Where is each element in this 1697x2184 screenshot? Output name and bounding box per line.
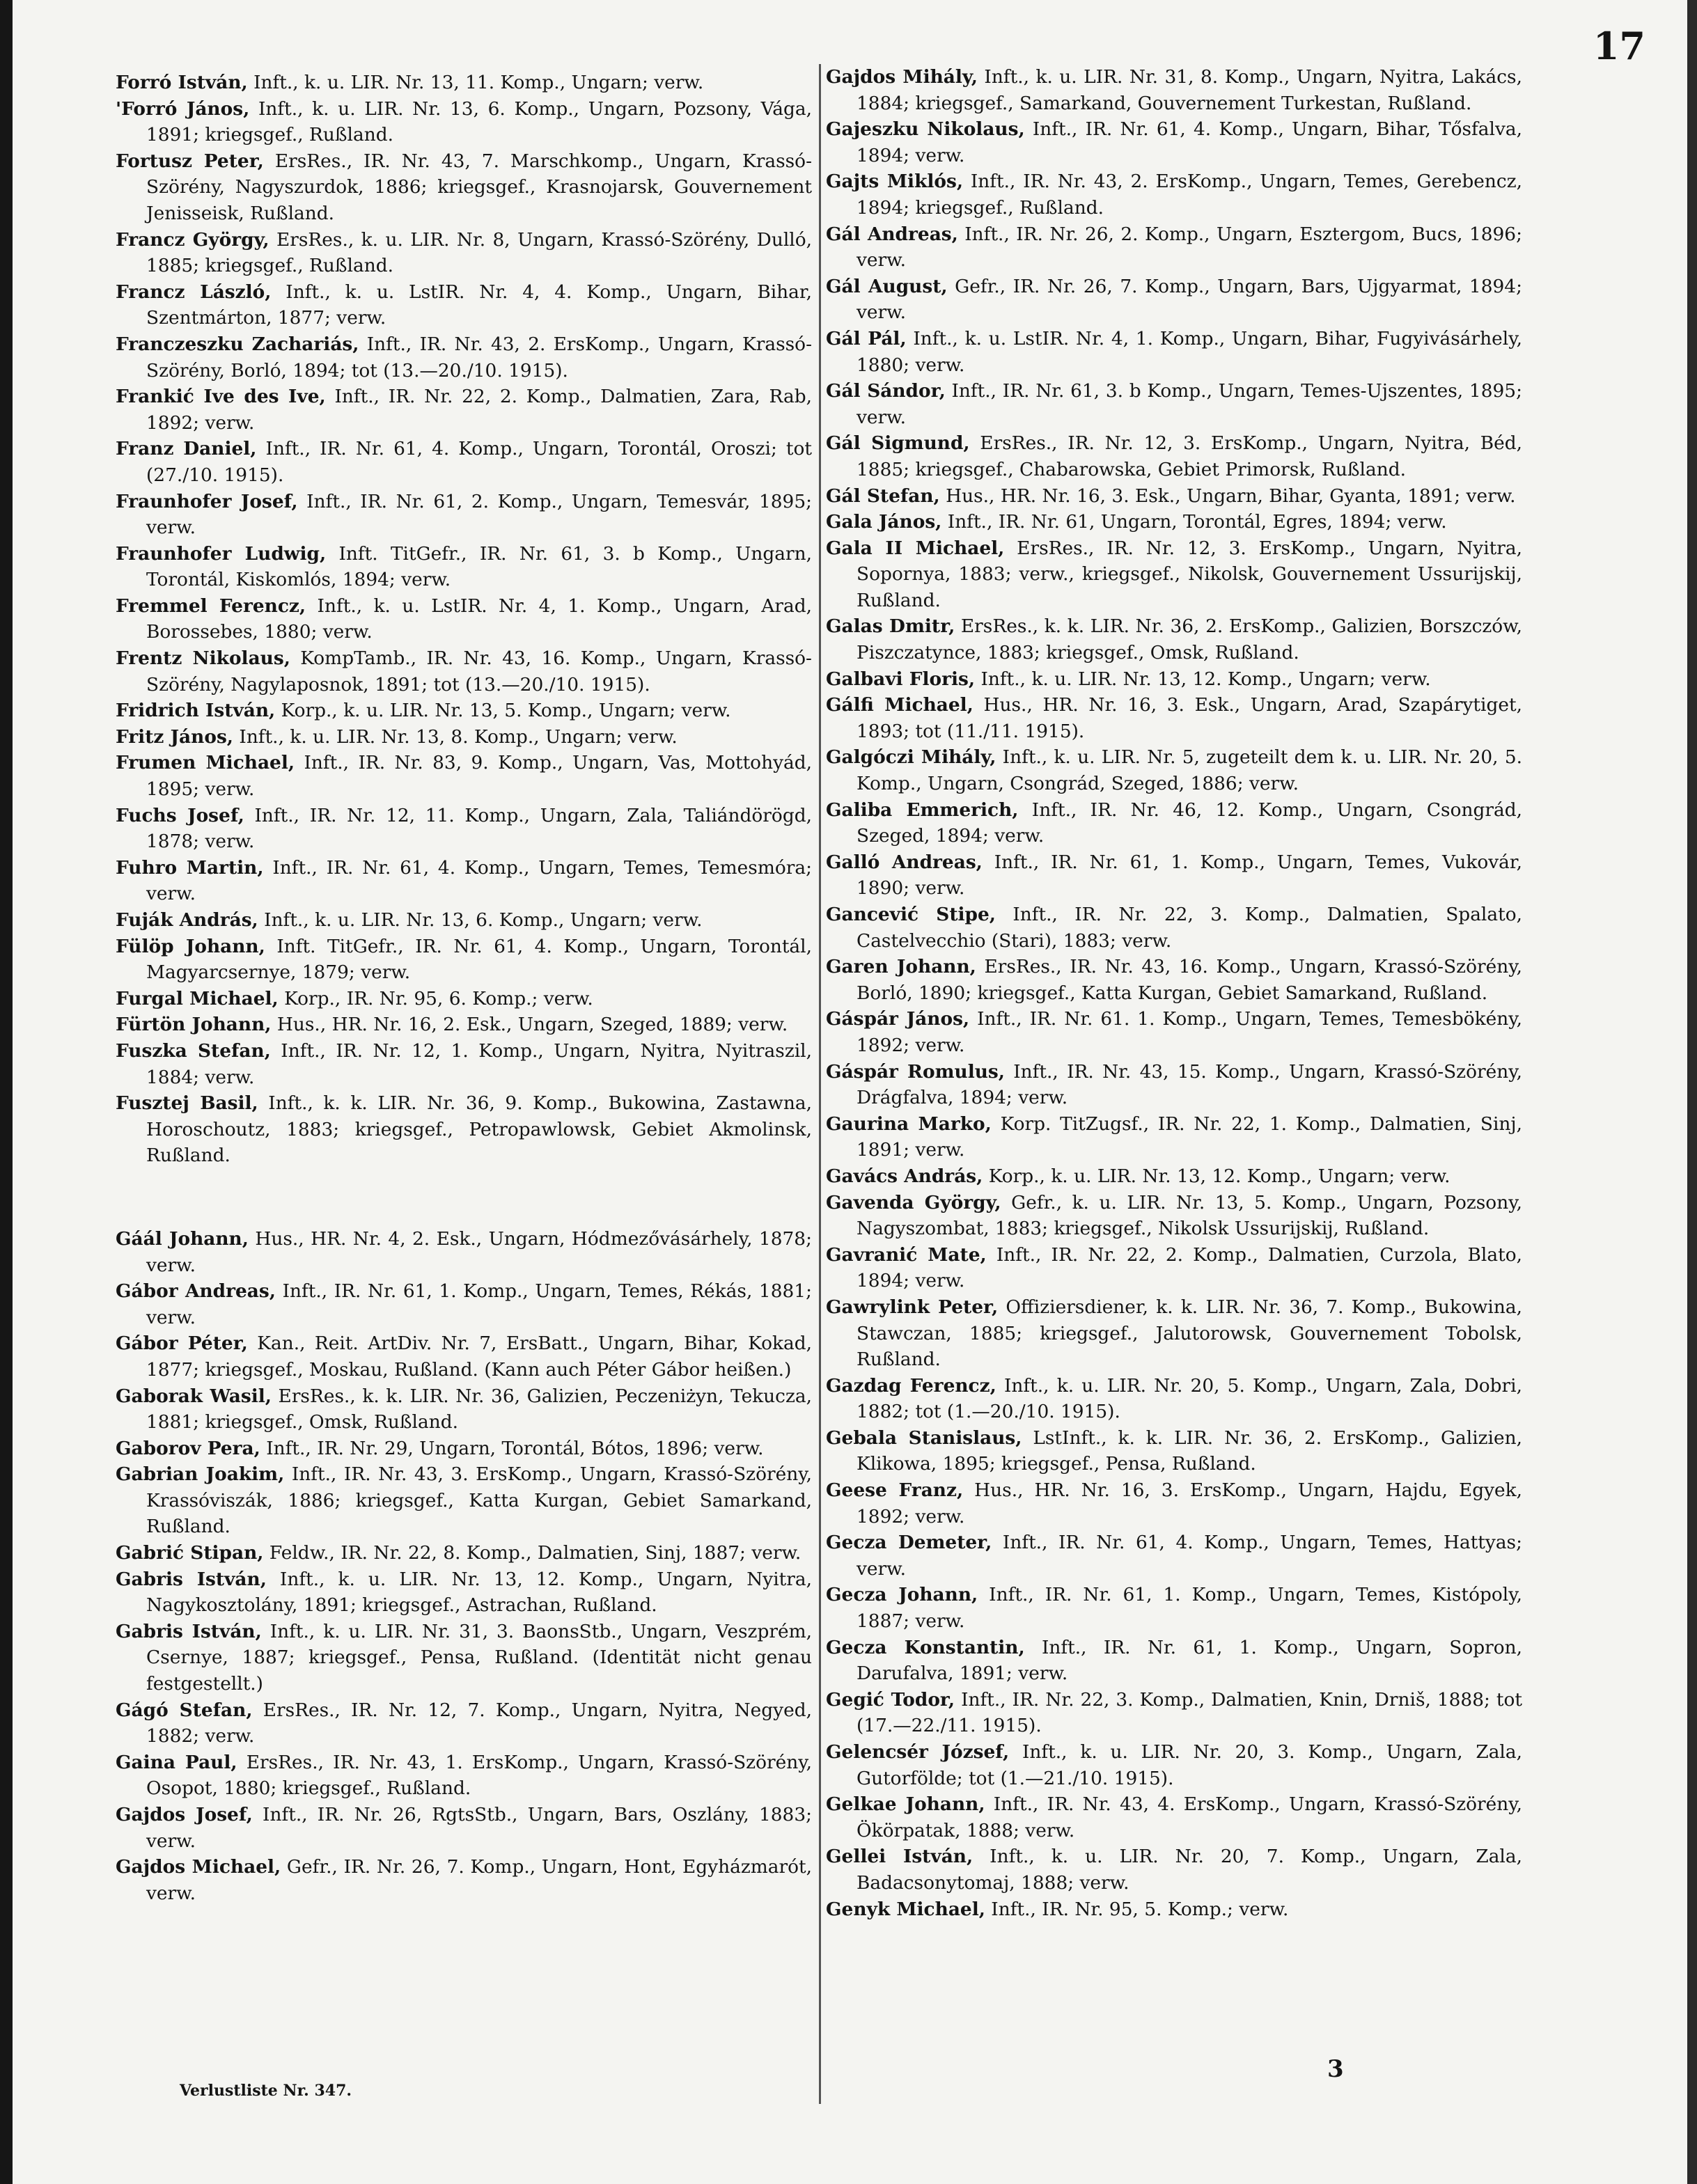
entry-name: Gaina Paul, [116,1751,237,1773]
casualty-entry [826,1425,1522,1477]
entry-name: Fridrich István, [116,700,276,722]
entry-name: Gellei István, [826,1846,973,1868]
entry-name: Geese Franz, [826,1479,964,1502]
entry-name: Gálfi Michael, [826,694,973,716]
entry-details: Feldw., IR. Nr. 22, 8. Komp., Dalmatien, Sinj, 1887; verw. [263,1542,801,1564]
casualty-entry [826,1791,1522,1844]
casualty-entry [116,1566,812,1619]
entry-details: Inft., IR. Nr. 12, 1. Komp., Ungarn, Nyitra, Nyitraszil, 1884; verw. [146,1039,812,1088]
entry-name: Fraunhofer Josef, [116,490,298,512]
entry-details: ErsRes., k. k. LIR. Nr. 36, Galizien, Peczeniżyn, Tekucza, 1881; kriegsgef., Omsk, Rußland. [146,1385,812,1433]
entry-details: Hus., HR. Nr. 4, 2. Esk., Ungarn, Hódmezővásárhely, 1878; verw. [146,1227,812,1276]
entry-name: Gajdos Mihály, [826,66,978,88]
casualty-entry [826,1111,1522,1163]
entry-details: Inft., IR. Nr. 61, 4. Komp., Ungarn, Bihar, Tősfalva, 1894; verw. [857,118,1523,166]
casualty-entry [826,509,1522,535]
entry-name: Gajdos Michael, [116,1856,281,1878]
entry-details: Hus., HR. Nr. 16, 3. Esk., Ungarn, Bihar, Gyanta, 1891; verw. [939,485,1516,507]
entry-name: Gajdos Josef, [116,1804,253,1825]
casualty-entry [826,1373,1522,1425]
entry-name: Gecza Konstantin, [826,1636,1025,1658]
casualty-entry [826,849,1522,902]
entry-details: Hus., HR. Nr. 16, 2. Esk., Ungarn, Szeged, 1889; verw. [271,1014,788,1036]
entry-details: Inft., k. u. LIR. Nr. 31, 3. BaonsStb., Ungarn, Veszprém, Csernye, 1887; kriegsgef., Pensa, Rußland. (Identität nicht genau festgestellt.) [146,1620,812,1695]
entry-details: Inft., k. u. LstIR. Nr. 4, 4. Komp., Ungarn, Bihar, Szentmárton, 1877; verw. [146,281,812,329]
entry-name: Gaurina Marko, [826,1113,992,1135]
entry-details: Kan., Reit. ArtDiv. Nr. 7, ErsBatt., Ungarn, Bihar, Kokad, 1877; kriegsgef., Moskau, Rußland. (Kann auch Péter Gábor heißen.) [146,1333,812,1381]
casualty-entry [826,1477,1522,1530]
casualty-entry [116,384,812,436]
entry-details: Hus., HR. Nr. 16, 3. Esk., Ungarn, Arad, Szapárytiget, 1893; tot (11./11. 1915). [857,694,1522,742]
entry-name: Gecza Demeter, [826,1532,992,1554]
entry-name: Gelencsér József, [826,1741,1010,1763]
casualty-entry [826,1294,1522,1373]
entry-name: Gavranić Mate, [826,1243,987,1266]
casualty-entry [116,1383,812,1436]
entry-details: ErsRes., IR. Nr. 12, 7. Komp., Ungarn, Nyitra, Negyed, 1882; verw. [146,1699,812,1747]
entry-details: Gefr., IR. Nr. 26, 7. Komp., Ungarn, Hont, Egyházmarót, verw. [146,1856,812,1904]
entry-details: Inft., k. u. LIR. Nr. 20, 5. Komp., Ungarn, Zala, Dobri, 1882; tot (1.—20./10. 1915). [857,1374,1522,1423]
entry-name: Franczeszku Zachariás, [116,333,359,355]
casualty-entry [826,168,1522,221]
entry-name: Frumen Michael, [116,752,295,774]
entry-name: Garen Johann, [826,956,976,978]
casualty-entry [826,326,1522,378]
casualty-entry [116,331,812,384]
entry-details: Inft., IR. Nr. 61, 4. Komp., Ungarn, Torontál, Oroszi; tot (27./10. 1915). [146,438,812,486]
entry-name: Fritz János, [116,725,233,748]
entry-details: Inft., IR. Nr. 22, 2. Komp., Dalmatien, Curzola, Blato, 1894; verw. [857,1243,1522,1292]
entry-details: Inft., IR. Nr. 22, 3. Komp., Dalmatien, Knin, Drniš, 1888; tot (17.—22./11. 1915). [857,1688,1522,1737]
entry-name: Galbavi Floris, [826,668,976,690]
casualty-entry [116,541,812,593]
entry-name: Gawrylink Peter, [826,1296,999,1318]
entry-details: ErsRes., IR. Nr. 43, 16. Komp., Ungarn, Krassó-Szörény, Borló, 1890; kriegsgef., Katta Kurgan, Gebiet Samarkand, Rußland. [857,956,1522,1004]
entry-details: KompTamb., IR. Nr. 43, 16. Komp., Ungarn, Krassó-Szörény, Nagylaposnok, 1891; tot (13.—20./10. 1915). [146,647,812,696]
entry-name: Gelkae Johann, [826,1793,985,1816]
entry-details: Korp. TitZugsf., IR. Nr. 22, 1. Komp., Dalmatien, Sinj, 1891; verw. [857,1113,1522,1161]
entry-details: Inft., IR. Nr. 61, 3. b Komp., Ungarn, Temes-Ujszentes, 1895; verw. [857,380,1522,428]
entry-details: Inft., IR. Nr. 22, 3. Komp., Dalmatien, Spalato, Castelvecchio (Stari), 1883; verw. [857,904,1522,952]
casualty-entry [116,698,812,724]
entry-name: Gegić Todor, [826,1688,955,1711]
casualty-entry [116,934,812,986]
entry-name: Fraunhofer Ludwig, [116,542,327,565]
entry-details: ErsRes., k. k. LIR. Nr. 36, 2. ErsKomp., Galizien, Borszczów, Piszczatynce, 1883; kriegsgef., Omsk, Rußland. [857,615,1522,664]
entry-name: Galgóczi Mihály, [826,746,996,769]
casualty-entry [116,1540,812,1566]
entry-details: Inft., IR. Nr. 43, 4. ErsKomp., Ungarn, Krassó-Szörény, Ökörpatak, 1888; verw. [857,1793,1523,1841]
casualty-entry [116,279,812,331]
entry-details: Korp., k. u. LIR. Nr. 13, 12. Komp., Ungarn; verw. [983,1165,1450,1187]
casualty-entry [826,1582,1522,1634]
entry-details: Inft., k. u. LIR. Nr. 13, 6. Komp., Ungarn; verw. [258,909,703,931]
entry-name: Galló Andreas, [826,851,983,873]
casualty-entry [116,645,812,698]
casualty-entry [826,274,1522,326]
casualty-entry [826,666,1522,693]
entry-name: Gaborak Wasil, [116,1385,272,1407]
entry-name: Gavenda György, [826,1191,1001,1213]
casualty-entry [826,64,1522,116]
casualty-entry [826,1242,1522,1294]
casualty-entry [116,70,812,96]
entry-name: Gajts Miklós, [826,171,964,193]
casualty-entry [116,724,812,751]
entry-details: Inft., IR. Nr. 29, Ungarn, Torontál, Bótos, 1896; verw. [260,1437,764,1459]
entry-name: Gábor Andreas, [116,1280,276,1303]
entry-details: Inft. TitGefr., IR. Nr. 61, 4. Komp., Ungarn, Torontál, Magyarcsernye, 1879; verw. [146,935,812,984]
casualty-entry [826,902,1522,954]
entry-details: Inft., k. k. LIR. Nr. 36, 9. Komp., Bukowina, Zastawna, Horoschoutz, 1883; kriegsgef., Petropawlowsk, Gebiet Akmolinsk, Rußland. [146,1092,812,1167]
entry-name: Gabris István, [116,1568,267,1590]
entry-name: Fürtön Johann, [116,1014,272,1036]
entry-details: Inft., IR. Nr. 83, 9. Komp., Ungarn, Vas, Mottohyád, 1895; verw. [146,752,812,801]
casualty-entry [116,855,812,907]
entry-details: ErsRes., IR. Nr. 43, 7. Marschkomp., Ungarn, Krassó-Szörény, Nagyszurdok, 1886; kriegsgef., Krasnojarsk, Gouvernement Jenisseisk, Rußland. [146,150,812,224]
entry-details: Offiziersdiener, k. k. LIR. Nr. 36, 7. Komp., Bukowina, Stawczan, 1885; kriegsgef., Jalutorowsk, Gouvernement Tobolsk, Rußland. [857,1296,1522,1371]
entry-details: LstInft., k. k. LIR. Nr. 36, 2. ErsKomp., Galizien, Klikowa, 1895; kriegsgef., Pensa, Rußland. [857,1427,1522,1475]
entry-details: Inft., IR. Nr. 61. 1. Komp., Ungarn, Temes, Temesbökény, 1892; verw. [857,1008,1522,1056]
casualty-entry [826,430,1522,482]
casualty-entry [116,1278,812,1330]
casualty-entry [116,1226,812,1278]
entry-name: Gál Pál, [826,327,907,349]
casualty-entry [826,613,1522,666]
entry-name: Forró István, [116,72,248,93]
entry-name: Fortusz Peter, [116,150,264,172]
entry-name: Franz Daniel, [116,438,257,460]
page-number: 17 [1593,24,1645,68]
casualty-entry [826,116,1522,168]
entry-name: Gecza Johann, [826,1584,978,1606]
entry-details: Inft., IR. Nr. 61, Ungarn, Torontál, Egres, 1894; verw. [941,511,1447,533]
casualty-entry [116,1697,812,1750]
casualty-entry [116,1750,812,1802]
entry-name: Francz György, [116,228,269,251]
entry-details: Inft., k. u. LIR. Nr. 20, 3. Komp., Ungarn, Zala, Gutorfölde; tot (1.—21./10. 1915). [857,1741,1522,1789]
section-gap [116,1169,812,1226]
casualty-entry [826,797,1522,849]
casualty-entry [826,1163,1522,1190]
casualty-entry [116,593,812,645]
entry-name: Gala János, [826,511,942,533]
entry-details: Inft., k. u. LstIR. Nr. 4, 1. Komp., Ungarn, Bihar, Fugyivásárhely, 1880; verw. [857,327,1522,376]
entry-details: Inft., IR. Nr. 46, 12. Komp., Ungarn, Csongrád, Szeged, 1894; verw. [857,799,1522,847]
casualty-entry [116,1461,812,1540]
casualty-entry [116,436,812,488]
entry-name: Fülöp Johann, [116,935,265,957]
entry-name: Francz László, [116,281,272,303]
entry-name: Gáál Johann, [116,1227,249,1250]
entry-name: Galiba Emmerich, [826,799,1019,821]
entry-details: ErsRes., k. u. LIR. Nr. 8, Ungarn, Krassó-Szörény, Dulló, 1885; kriegsgef., Rußland. [146,228,812,277]
casualty-entry [826,1006,1522,1058]
entry-name: Gala II Michael, [826,537,1005,559]
entry-name: Gaborov Pera, [116,1437,260,1459]
casualty-entry [826,1844,1522,1896]
entry-details: Gefr., k. u. LIR. Nr. 13, 5. Komp., Ungarn, Pozsony, Nagyszombat, 1883; kriegsgef., Nikolsk Ussurijskij, Rußland. [857,1191,1522,1240]
entry-details: Inft., k. u. LIR. Nr. 13, 12. Komp., Ungarn, Nyitra, Nagykosztolány, 1891; kriegsgef., Astrachan, Rußland. [146,1568,812,1617]
entry-details: Inft., IR. Nr. 43, 2. ErsKomp., Ungarn, Krassó-Szörény, Borló, 1894; tot (13.—20./10. 1915). [146,333,812,382]
entry-name: Fuhro Martin, [116,856,264,879]
entry-details: Inft., IR. Nr. 61, 1. Komp., Ungarn, Temes, Vukovár, 1890; verw. [857,851,1523,899]
casualty-entry [826,221,1522,274]
entry-details: ErsRes., IR. Nr. 12, 3. ErsKomp., Ungarn, Nyitra, Sopornya, 1883; verw., kriegsgef., Nikolsk, Gouvernement Ussurijskij, Rußland. [857,537,1522,611]
casualty-entry [116,227,812,279]
entry-details: Inft., k. u. LIR. Nr. 31, 8. Komp., Ungarn, Nyitra, Lakács, 1884; kriegsgef., Samarkand, Gouvernement Turkestan, Rußland. [857,66,1522,114]
casualty-entry [826,1635,1522,1687]
entry-details: Inft., IR. Nr. 61, 4. Komp., Ungarn, Temes, Hattyas; verw. [857,1532,1522,1580]
entry-name: Fuchs Josef, [116,804,244,826]
entry-details: ErsRes., IR. Nr. 43, 1. ErsKomp., Ungarn, Krassó-Szörény, Osopot, 1880; kriegsgef., Rußland. [146,1751,813,1800]
list-label: Verlustliste Nr. 347. [180,2082,352,2100]
casualty-entry [116,1090,812,1169]
entry-name: Gágó Stefan, [116,1699,253,1721]
entry-name: Gavács András, [826,1165,983,1187]
entry-name: Gál Andreas, [826,223,958,245]
casualty-entry [116,1012,812,1038]
entry-details: Inft., k. u. LIR. Nr. 13, 11. Komp., Ungarn; verw. [247,72,704,93]
entry-name: Fremmel Ferencz, [116,595,306,617]
entry-details: Inft., k. u. LIR. Nr. 13, 6. Komp., Ungarn, Pozsony, Vága, 1891; kriegsgef., Rußland. [146,97,813,146]
entry-name: Fusztej Basil, [116,1092,258,1115]
entry-details: Inft., IR. Nr. 61, 4. Komp., Ungarn, Temes, Temesmóra; verw. [146,856,812,905]
entry-details: Inft., k. u. LstIR. Nr. 4, 1. Komp., Ungarn, Arad, Borossebes, 1880; verw. [146,595,812,643]
entry-details: Inft., k. u. LIR. Nr. 5, zugeteilt dem k. u. LIR. Nr. 20, 5. Komp., Ungarn, Csongrád, Szeged, 1886; verw. [857,746,1523,795]
casualty-entry [116,750,812,802]
entry-details: Inft., k. u. LIR. Nr. 13, 12. Komp., Ungarn; verw. [975,668,1431,690]
entry-details: Inft., IR. Nr. 43, 15. Komp., Ungarn, Krassó-Szörény, Drágfalva, 1894; verw. [857,1060,1522,1109]
entry-details: Hus., HR. Nr. 16, 3. ErsKomp., Ungarn, Hajdu, Egyek, 1892; verw. [857,1479,1523,1527]
entry-name: Gajeszku Nikolaus, [826,118,1025,141]
entry-details: Inft., IR. Nr. 26, 2. Komp., Ungarn, Esztergom, Bucs, 1896; verw. [857,223,1522,272]
entry-details: Inft., IR. Nr. 61, 1. Komp., Ungarn, Sopron, Darufalva, 1891; verw. [857,1636,1522,1685]
entry-details: Inft., k. u. LIR. Nr. 13, 8. Komp., Ungarn; verw. [233,725,678,748]
entry-details: Inft., IR. Nr. 61, 1. Komp., Ungarn, Temes, Rékás, 1881; verw. [146,1280,812,1328]
casualty-entry [826,744,1522,796]
entry-details: Inft., IR. Nr. 43, 3. ErsKomp., Ungarn, Krassó-Szörény, Krassóviszák, 1886; kriegsgef., Katta Kurgan, Gebiet Samarkand, Rußland. [146,1463,812,1538]
casualty-entry [116,96,812,148]
entry-details: Inft. TitGefr., IR. Nr. 61, 3. b Komp., Ungarn, Torontál, Kiskomlós, 1894; verw. [146,542,812,591]
casualty-entry [826,483,1522,510]
entry-details: Korp., IR. Nr. 95, 6. Komp.; verw. [278,987,593,1009]
entry-name: Gabrian Joakim, [116,1463,285,1486]
casualty-entry [116,803,812,855]
casualty-entry [116,907,812,934]
entry-name: Gabrić Stipan, [116,1542,264,1564]
entry-details: Inft., IR. Nr. 61, 1. Komp., Ungarn, Temes, Kistópoly, 1887; verw. [857,1584,1522,1633]
casualty-entry [826,1059,1522,1111]
casualty-entry [826,1530,1522,1582]
entry-name: Gál August, [826,275,948,297]
casualty-entry [116,1436,812,1462]
casualty-entry [116,1038,812,1090]
entry-name: Fuszka Stefan, [116,1039,271,1062]
entry-name: Gebala Stanislaus, [826,1427,1022,1449]
casualty-entry [826,954,1522,1006]
entry-name: Frankić Ive des Ive, [116,386,326,408]
entry-name: Gáspár Romulus, [826,1060,1005,1083]
casualty-entry [826,378,1522,430]
entry-details: Gefr., IR. Nr. 26, 7. Komp., Ungarn, Bars, Ujgyarmat, 1894; verw. [857,275,1522,324]
column-divider [819,64,821,2104]
signature-mark: 3 [1327,2055,1344,2083]
casualty-entry [116,1854,812,1906]
entry-name: Gabris István, [116,1620,262,1642]
right-column [826,64,1522,1922]
entry-details: Inft., IR. Nr. 22, 2. Komp., Dalmatien, Zara, Rab, 1892; verw. [146,386,813,434]
entry-name: Gál Sigmund, [826,432,970,455]
entry-details: Inft., IR. Nr. 95, 5. Komp.; verw. [985,1898,1289,1920]
entry-details: Inft., IR. Nr. 43, 2. ErsKomp., Ungarn, Temes, Gerebencz, 1894; kriegsgef., Rußland. [857,171,1522,219]
entry-name: Gábor Péter, [116,1333,248,1355]
entry-details: ErsRes., IR. Nr. 12, 3. ErsKomp., Ungarn, Nyitra, Béd, 1885; kriegsgef., Chabarowska, Gebiet Primorsk, Rußland. [857,432,1522,480]
casualty-entry [826,1190,1522,1242]
casualty-entry [116,489,812,541]
casualty-entry [116,1619,812,1697]
casualty-entry [116,1802,812,1854]
entry-name: Gál Sándor, [826,380,946,402]
left-column [116,70,812,1906]
casualty-entry [826,535,1522,614]
entry-name: Frentz Nikolaus, [116,647,290,670]
casualty-entry [826,1687,1522,1739]
casualty-entry [116,148,812,227]
entry-details: Inft., IR. Nr. 26, RgtsStb., Ungarn, Bars, Oszlány, 1883; verw. [146,1804,812,1852]
entry-name: Gazdag Ferencz, [826,1374,996,1397]
entry-name: Genyk Michael, [826,1898,985,1920]
casualty-entry [826,1896,1522,1923]
entry-name: Gancević Stipe, [826,904,996,925]
entry-name: Gáspár János, [826,1008,970,1030]
entry-name: Galas Dmitr, [826,615,955,638]
entry-name: Fuják András, [116,909,258,931]
casualty-entry [116,1330,812,1383]
entry-details: Inft., IR. Nr. 12, 11. Komp., Ungarn, Zala, Taliándörögd, 1878; verw. [146,804,812,853]
entry-name: Gál Stefan, [826,485,940,507]
casualty-entry [826,692,1522,744]
entry-name: 'Forró János, [116,97,250,120]
entry-details: Inft., IR. Nr. 61, 2. Komp., Ungarn, Temesvár, 1895; verw. [146,490,813,539]
entry-details: Inft., k. u. LIR. Nr. 20, 7. Komp., Ungarn, Zala, Badacsonytomaj, 1888; verw. [857,1846,1522,1894]
entry-name: Furgal Michael, [116,987,279,1009]
casualty-entry [826,1739,1522,1791]
casualty-entry [116,986,812,1012]
entry-details: Korp., k. u. LIR. Nr. 13, 5. Komp., Ungarn; verw. [275,700,731,722]
